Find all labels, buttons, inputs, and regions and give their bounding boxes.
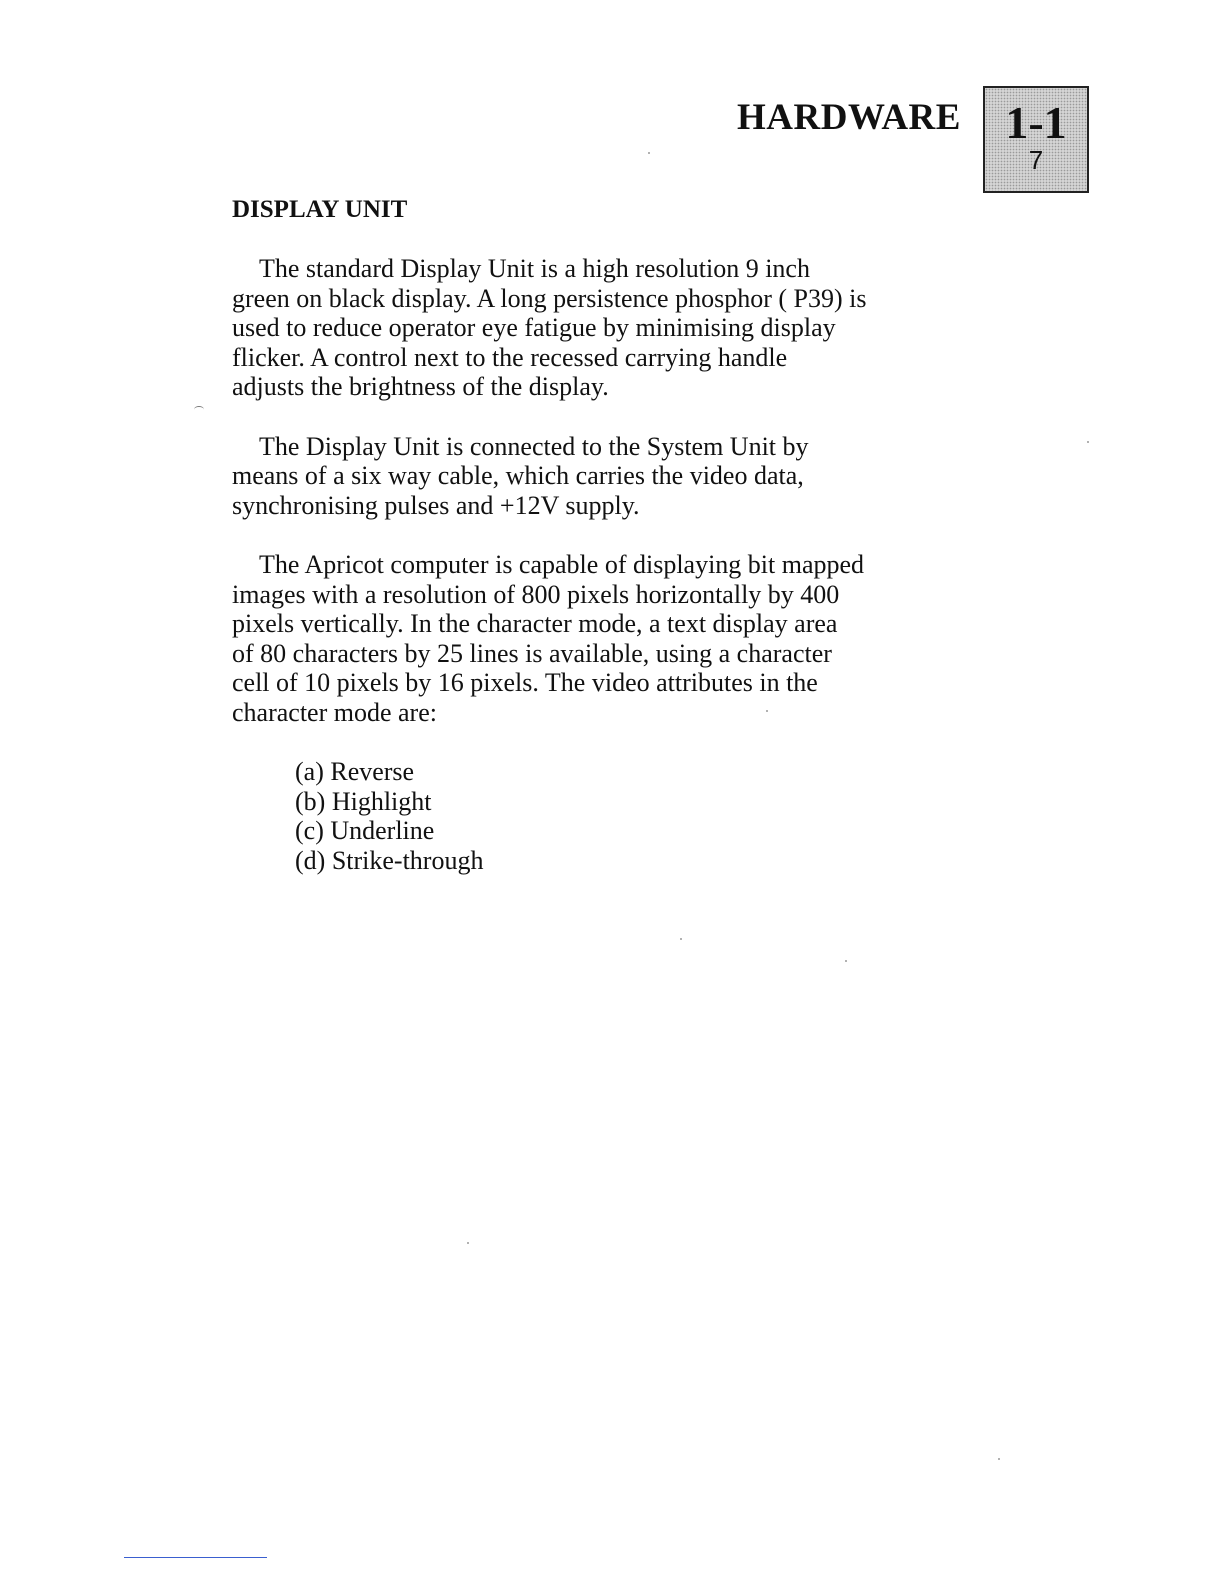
scan-speck (467, 1242, 469, 1244)
section-heading: DISPLAY UNIT (232, 196, 408, 223)
paragraph-resolution: The Apricot computer is capable of displaying bit mapped images with a resolution of 800 pixels horizontally by 400 pixels vertically. In the character mode, a text display area of 80 characters by 25 lines is available, using a character cell of 10 pixels by 16 pixels. The video attributes in the character mode are: (232, 550, 865, 727)
body-text (232, 254, 992, 875)
scan-speck (1087, 441, 1089, 443)
chapter-page-tab (983, 86, 1089, 193)
paragraph-connection: The Display Unit is connected to the System Unit by means of a six way cable, which carries the video data, synchronising pulses and +12V supply. (232, 431, 809, 520)
paragraph-display-description: The standard Display Unit is a high resolution 9 inch green on black display. A long persistence phosphor ( P39) is used to reduce operator eye fatigue by minimising display flicker. A control next to the recessed carrying handle adjusts the brightness of the display. (232, 254, 867, 401)
list-item: (a) Reverse (295, 757, 415, 786)
chapter-number: 1-1 (1005, 97, 1067, 148)
section-title: HARDWARE (737, 97, 961, 138)
scan-speck (680, 938, 682, 940)
scan-speck (766, 710, 768, 712)
scan-speck (845, 960, 847, 962)
footer-rule (124, 1557, 267, 1558)
list-item: (c) Underline (295, 816, 435, 845)
video-attributes-list (232, 757, 992, 875)
page-number: 7 (1028, 145, 1044, 175)
scan-mark (194, 406, 204, 413)
list-item: (b) Highlight (295, 786, 432, 816)
scan-speck (648, 152, 650, 154)
list-item: (d) Strike-through (295, 845, 484, 875)
scan-speck (998, 1458, 1000, 1460)
